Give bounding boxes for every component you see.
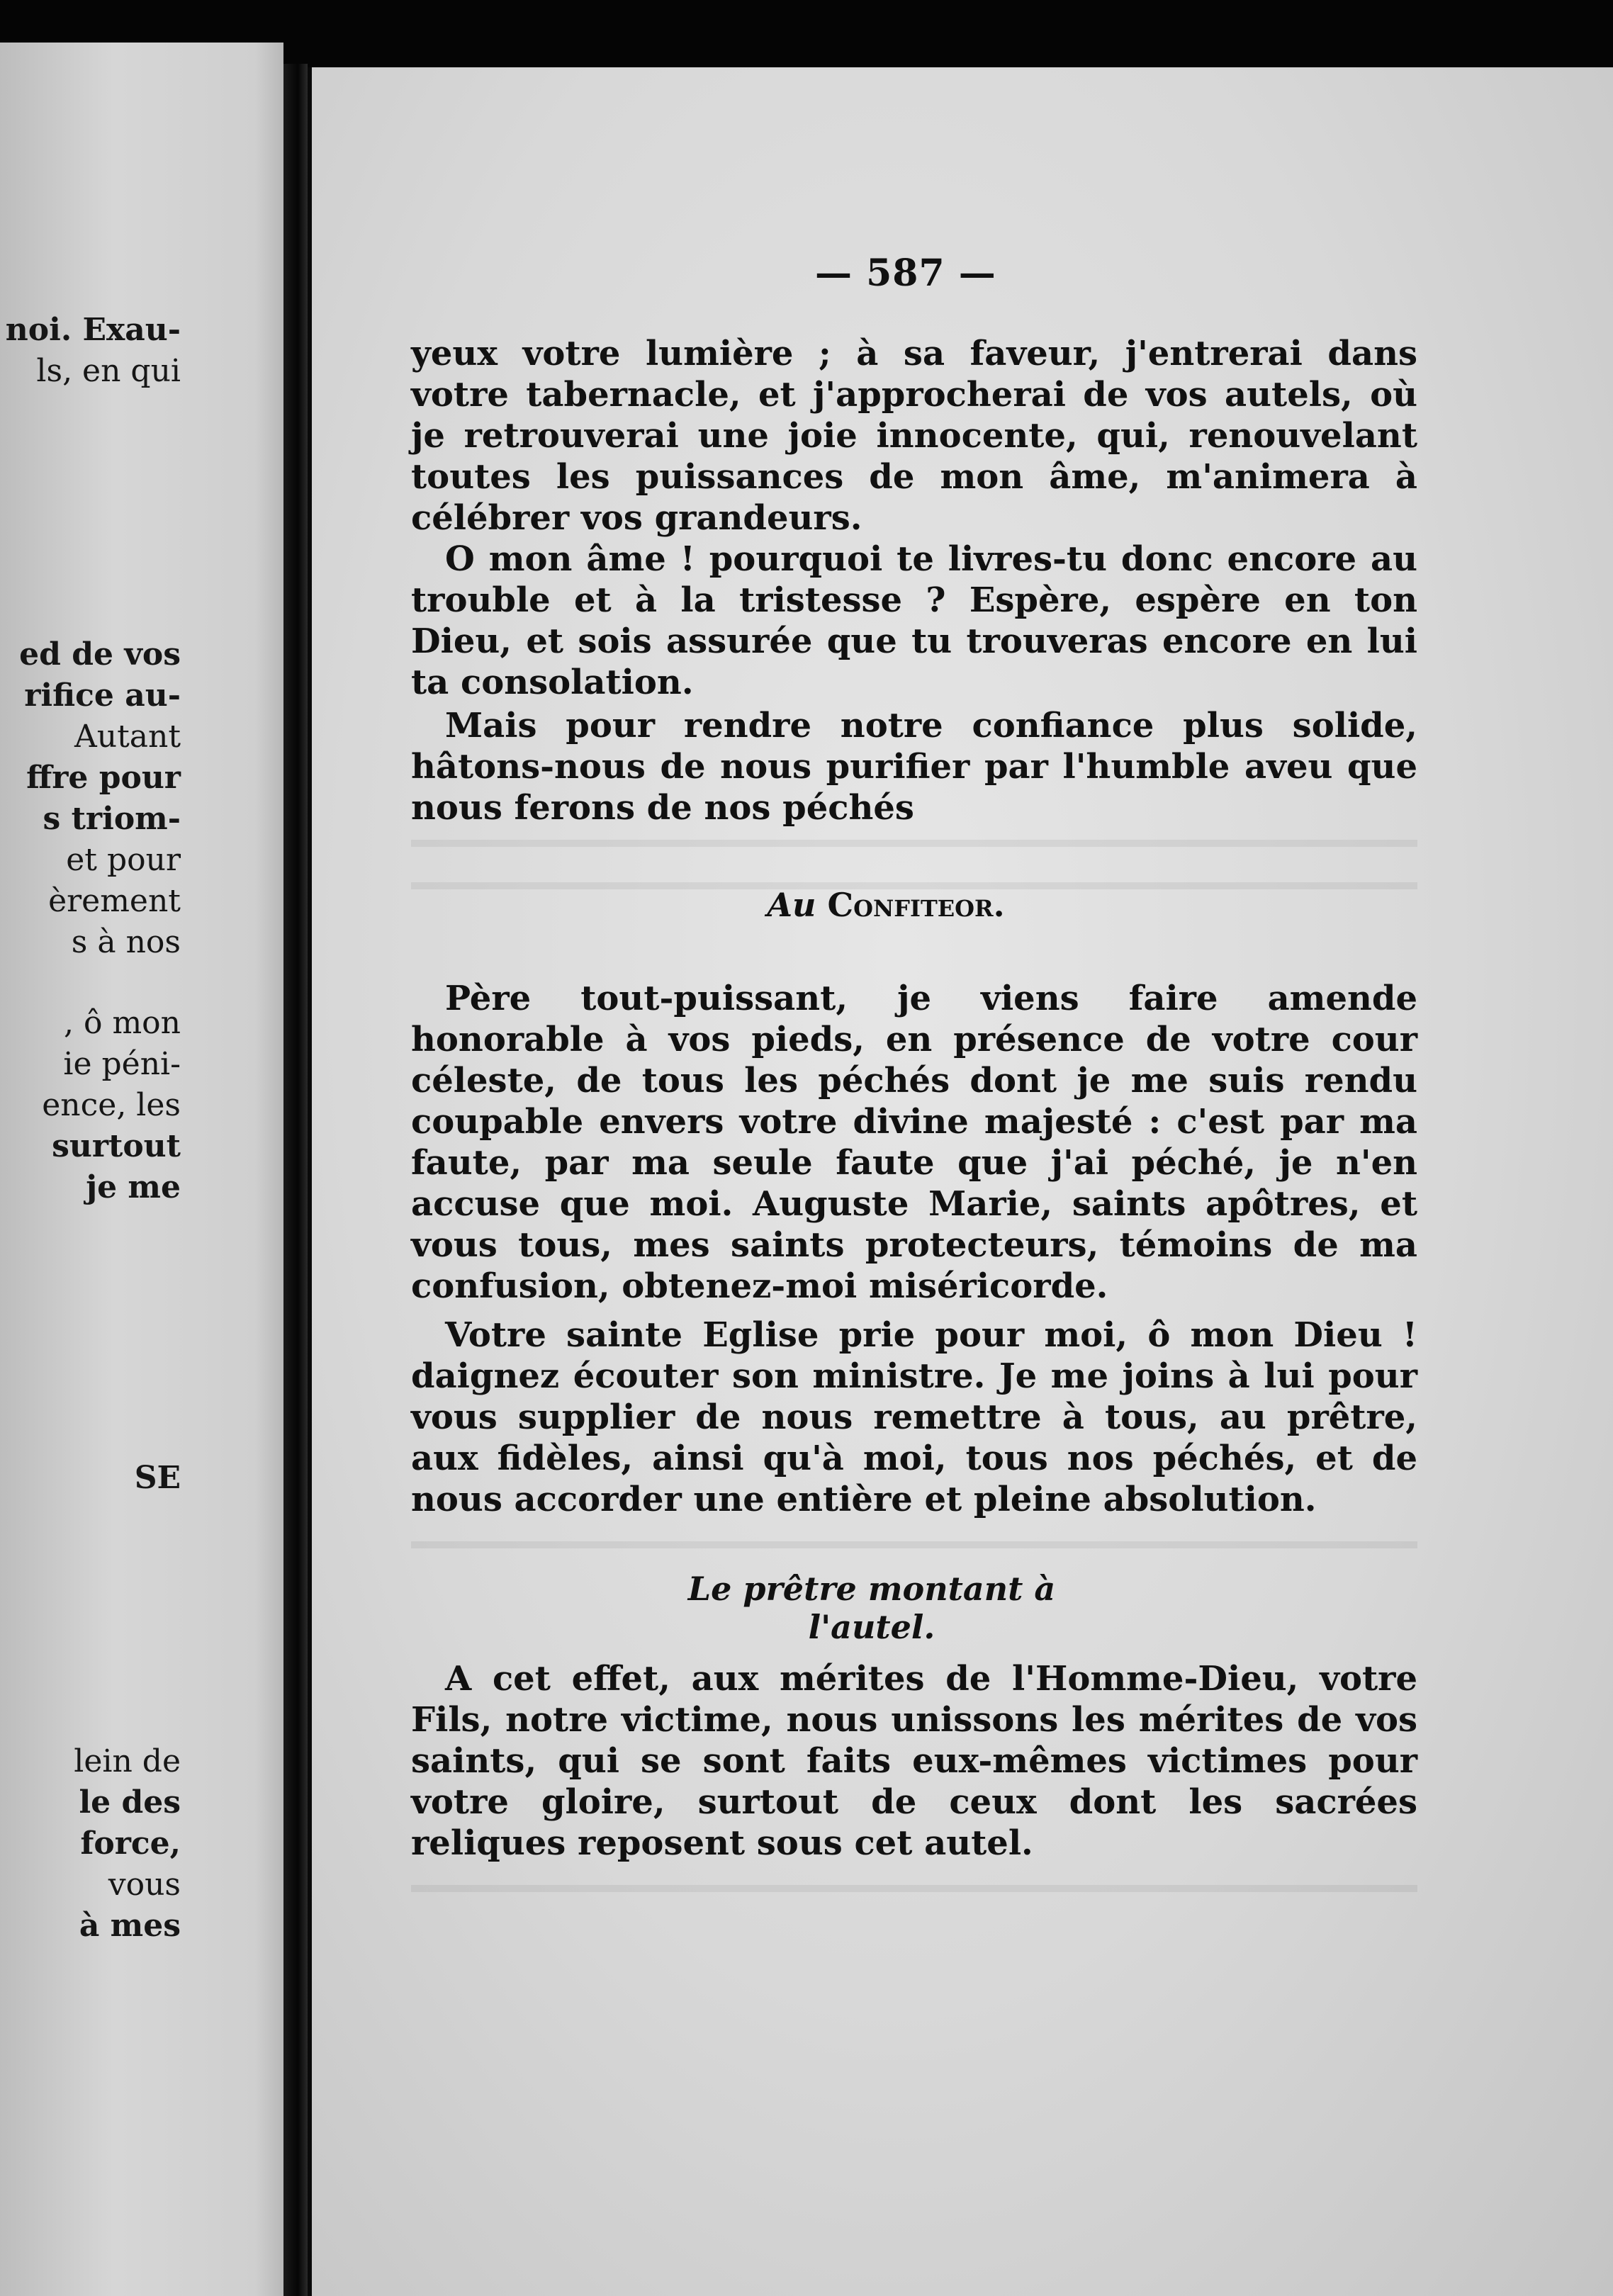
fragment-line: rifice au-	[24, 677, 181, 714]
page-number: — 587 —	[815, 252, 996, 295]
paragraph	[411, 978, 1417, 1307]
fragment-line: s triom-	[43, 801, 181, 837]
fragment-line: ence, les	[42, 1087, 181, 1123]
paragraph: yeux votre lumière ; à sa faveur, j'entrerai dans votre tabernacle, et j'approcherai de vos autels, où je retrouverai une joie innocente, qui, renouvelant toutes les puissances de mon âme, m'animera à célébrer vos grandeurs.	[411, 334, 1417, 538]
paragraph-text: Votre sainte Eglise prie pour moi, ô mon Dieu ! daignez écouter son ministre. Je me joins à lui pour vous supplier de nous remettre à tous, au prêtre, aux fidèles, ainsi qu'à moi, tous nos péchés, et de nous accorder une entière et pleine absolution.	[411, 1315, 1417, 1519]
paragraph-text: A cet effet, aux mérites de l'Homme-Dieu, votre Fils, notre victime, nous unissons les mérites de vos saints, qui se sont faits eux-mêmes victimes pour votre gloire, surtout de ceux dont les sacrées reliques reposent sous cet autel.	[411, 1659, 1417, 1863]
fragment-line: SE	[134, 1460, 181, 1496]
fragment-line: èrement	[48, 883, 181, 919]
heading-prefix: Au	[767, 886, 816, 924]
book-gutter	[283, 64, 308, 2296]
fragment-line: force,	[80, 1825, 181, 1862]
fragment-line: ie péni-	[63, 1046, 181, 1082]
fragment-line: à mes	[79, 1908, 181, 1944]
fragment-line: le des	[79, 1784, 181, 1821]
fragment-line: ffre pour	[26, 760, 181, 796]
fragment-line: ed de vos	[19, 636, 181, 673]
fragment-line: Autant	[74, 719, 181, 755]
paragraph-text: Père tout-puissant, je viens faire amende honorable à vos pieds, en présence de votre cour céleste, de tous les péchés dont je me suis rendu coupable envers votre divine majesté : c'est par ma faute, par ma seule faute que j'ai péché, je n'en accuse que moi. Auguste Marie, saints apôtres, et vous tous, mes saints protecteurs, témoins de ma confusion, obtenez-moi miséricorde.	[411, 979, 1417, 1306]
bleed-through-mark	[411, 1885, 1417, 1892]
fragment-line: lein de	[74, 1743, 181, 1779]
section-heading-italic: Le prêtre montant à l'autel.	[687, 1570, 1056, 1646]
bleed-through-mark	[411, 1541, 1417, 1548]
fragment-line: s à nos	[71, 924, 181, 960]
paragraph	[411, 705, 1417, 828]
paragraph	[411, 1658, 1417, 1864]
previous-page-fragment	[0, 43, 283, 2296]
fragment-line: ls, en qui	[36, 353, 181, 389]
fragment-line: vous	[108, 1867, 181, 1903]
paragraph-text: Mais pour rendre notre confiance plus solide, hâtons-nous de nous purifier par l'humble aveu que nous ferons de nos péchés	[411, 706, 1417, 828]
paragraph	[411, 539, 1417, 703]
fragment-line: , ô mon	[64, 1005, 181, 1041]
paragraph	[411, 1315, 1417, 1520]
bleed-through-mark	[411, 840, 1417, 847]
fragment-line: surtout	[52, 1128, 181, 1164]
paragraph-text: O mon âme ! pourquoi te livres-tu donc encore au trouble et à la tristesse ? Espère, espère en ton Dieu, et sois assurée que tu trouveras encore en lui ta consolation.	[411, 539, 1417, 702]
heading-word: Confiteor.	[827, 886, 1005, 924]
fragment-line: et pour	[66, 842, 181, 878]
section-heading	[638, 886, 1134, 924]
fragment-line: noi. Exau-	[5, 312, 181, 348]
fragment-line: je me	[86, 1169, 181, 1205]
